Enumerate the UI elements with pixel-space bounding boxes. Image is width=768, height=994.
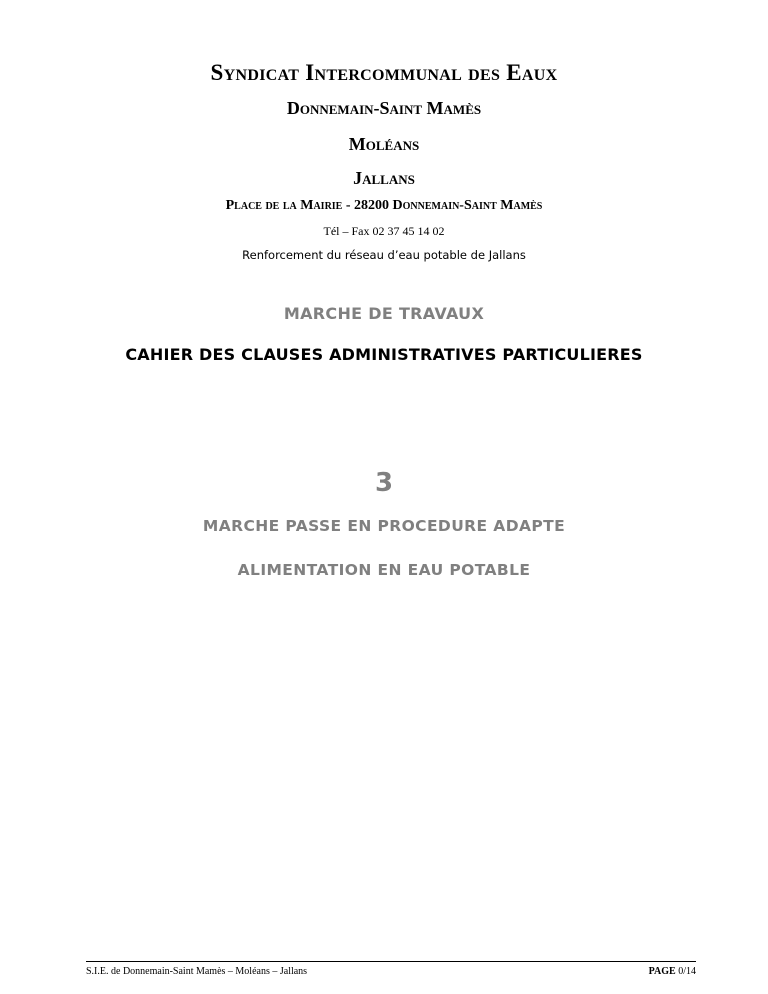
commune-jallans: Jallans (353, 168, 415, 188)
phone-fax: Tél – Fax 02 37 45 14 02 (323, 224, 445, 238)
page-value: 0/14 (678, 966, 696, 977)
project-description: Renforcement du réseau d’eau potable de Jallans (242, 248, 526, 262)
subject-heading: ALIMENTATION EN EAU POTABLE (237, 561, 531, 579)
commune-moleans: Moléans (348, 134, 420, 154)
procedure-heading: MARCHE PASSE EN PROCEDURE ADAPTE (202, 517, 566, 535)
commune-donnemain: Donnemain-Saint Mamès (286, 98, 482, 118)
page-label: PAGE (648, 966, 676, 977)
address-label: Place de la Mairie (225, 198, 343, 213)
lot-number: 3 (374, 468, 394, 498)
organization-title: Syndicat Intercommunal des Eaux (210, 60, 558, 85)
address (0, 198, 768, 214)
document-title: CAHIER DES CLAUSES ADMINISTRATIVES PARTICULIERES (125, 345, 643, 364)
page-number (649, 966, 696, 977)
address-separator: - (342, 198, 355, 213)
footer-divider (86, 961, 696, 962)
footer-organization: S.I.E. de Donnemain-Saint Mamès – Moléans – Jallans (86, 966, 308, 977)
market-type-heading: MARCHE DE TRAVAUX (283, 304, 485, 323)
address-city: 28200 Donnemain-Saint Mamès (354, 198, 543, 213)
